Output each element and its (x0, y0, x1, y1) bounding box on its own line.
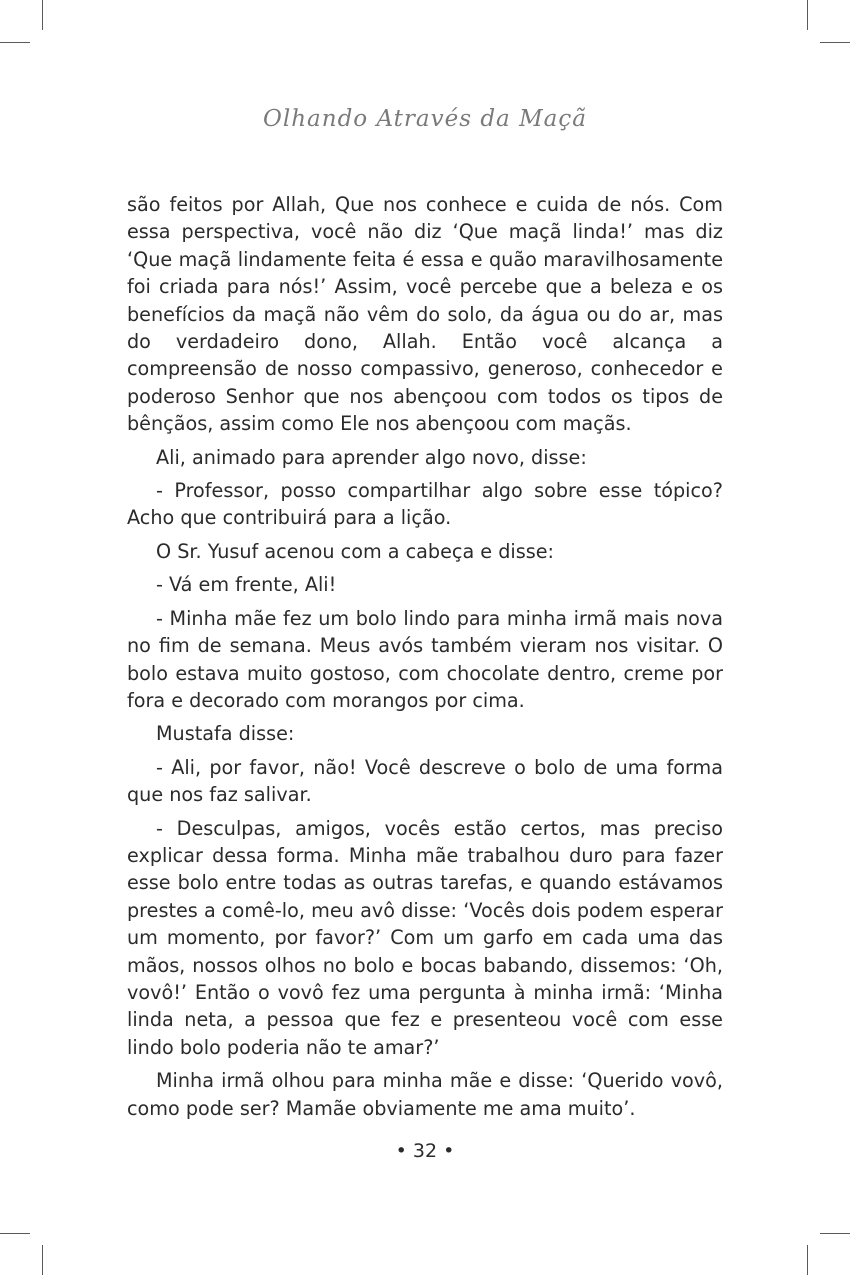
body-text (127, 191, 723, 1128)
paragraph: - Desculpas, amigos, vocês estão certos, mas preciso explicar dessa forma. Minha mãe trabalhou duro para fazer esse bolo entre todas as outras tarefas, e quando estávamos prestes a comê-lo, meu avô disse: ‘Vocês dois podem esperar um momento, por favor?’ Com um garfo em cada uma das mãos, nossos olhos no bolo e bocas babando, dissemos: ‘Oh, vovô!’ Então o vovô fez uma pergunta à minha irmã: ‘Minha linda neta, a pessoa que fez e presenteou você com esse lindo bolo poderia não te amar?’ (127, 816, 723, 1059)
page-number: • 32 • (395, 1140, 455, 1162)
paragraph: - Minha mãe fez um bolo lindo para minha irmã mais nova no fim de semana. Meus avós também vieram nos visitar. O bolo estava muito gostoso, com chocolate dentro, creme por fora e decorado com morangos por cima. (127, 606, 723, 712)
paragraph: - Vá em frente, Ali! (156, 573, 337, 597)
crop-mark-bottom-right-vertical (807, 1245, 808, 1275)
crop-mark-top-left-horizontal (0, 42, 30, 43)
crop-mark-bottom-right-horizontal (820, 1233, 850, 1234)
paragraph: - Ali, por favor, não! Você descreve o bolo de uma forma que nos faz salivar. (127, 755, 723, 807)
crop-mark-bottom-left-vertical (42, 1245, 43, 1275)
paragraph: Mustafa disse: (156, 722, 295, 746)
paragraph: Ali, animado para aprender algo novo, disse: (156, 445, 587, 469)
running-header: Olhando Através da Maçã (263, 106, 587, 132)
crop-mark-top-right-horizontal (820, 42, 850, 43)
paragraph: - Professor, posso compartilhar algo sobre esse tópico? Acho que contribuirá para a lição. (127, 479, 723, 530)
crop-mark-bottom-left-horizontal (0, 1233, 30, 1234)
paragraph: são feitos por Allah, Que nos conhece e cuida de nós. Com essa perspectiva, você não diz ‘Que maçã linda!’ mas diz ‘Que maçã lindamente feita é essa e quão maravilhosamente foi criada para nós!’ Assim, você percebe que a beleza e os benefícios da maçã não vêm do solo, da água ou do ar, mas do verdadeiro dono, Allah. Então você alcança a compreensão de nosso compassivo, generoso, conhecedor e poderoso Senhor que nos abençoou com todos os tipos de bênçãos, assim como Ele nos abençoou com maçãs. (127, 193, 723, 436)
paragraph: O Sr. Yusuf acenou com a cabeça e disse: (156, 539, 554, 563)
crop-mark-top-right-vertical (807, 0, 808, 30)
paragraph: Minha irmã olhou para minha mãe e disse: ‘Querido vovô, como pode ser? Mamãe obviamente me ama muito’. (127, 1069, 723, 1120)
crop-mark-top-left-vertical (42, 0, 43, 30)
